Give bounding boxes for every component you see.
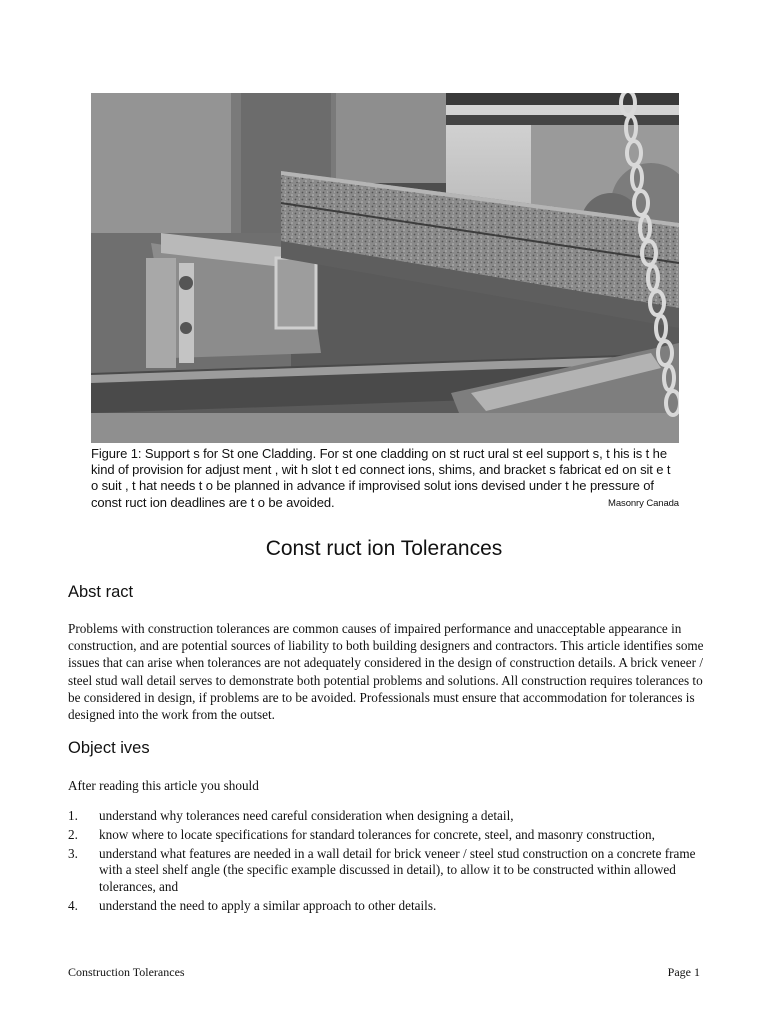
figure-caption	[91, 446, 681, 511]
list-item-number: 2.	[68, 826, 78, 842]
footer-title: Construction Tolerances	[68, 965, 185, 979]
list-item-text: understand why tolerances need careful consideration when designing a detail,	[99, 808, 514, 823]
list-item	[68, 846, 708, 896]
list-item-number: 1.	[68, 808, 78, 823]
list-item-number: 4.	[68, 897, 78, 913]
list-item-text: understand what features are needed in a wall detail for brick veneer / steel stud construction on a concrete frame with a steel shelf angle (the specific example discussed in detail), to allow it to be constructed within allowed tolerances, and	[99, 845, 696, 895]
list-item-number: 3.	[68, 845, 78, 861]
list-item	[68, 827, 708, 844]
figure-credit: Masonry Canada	[608, 497, 679, 509]
list-item-text: understand the need to apply a similar approach to other details.	[99, 897, 437, 913]
objectives-heading: Object ives	[68, 739, 150, 757]
document-title: Const ruct ion Tolerances	[265, 537, 503, 560]
objectives-intro: After reading this article you should	[68, 778, 259, 793]
abstract-text: Problems with construction tolerances are common causes of impaired performance and unacceptable appearance in construction, and are potential sources of liability to both building designers and contractors. This article identifies some issues that can arise when tolerances are not adequately considered in the design of construction details. A brick veneer / steel stud wall detail serves to demonstrate both potential problems and solutions. All construction requires tolerances to be considered in design, if problems are to be avoided. Professionals must ensure that accommodation for tolerances is designed into the work from the outset.	[68, 621, 704, 723]
page-number: Page 1	[667, 965, 700, 979]
list-item-text: know where to locate specifications for standard tolerances for concrete, steel, and masonry construction,	[99, 826, 655, 842]
abstract-heading: Abst ract	[68, 583, 134, 601]
page-footer	[68, 965, 700, 980]
list-item	[68, 808, 708, 825]
stone-cladding-photo	[91, 93, 679, 443]
figure-photo	[91, 93, 679, 443]
figure-caption-text: Figure 1: Support s for St one Cladding. For st one cladding on st ruct ural st eel support s, t his is t he kind of provision for adjust ment , wit h slot t ed connect ions, shims, and bracket s fabricat ed on sit e t o suit , t hat needs t o be planned in advance if improvised solut ions devised under t he pressure of const ruct ion deadlines are t o be avoided.	[91, 446, 671, 510]
list-item	[68, 898, 708, 915]
objectives-list	[68, 808, 708, 917]
